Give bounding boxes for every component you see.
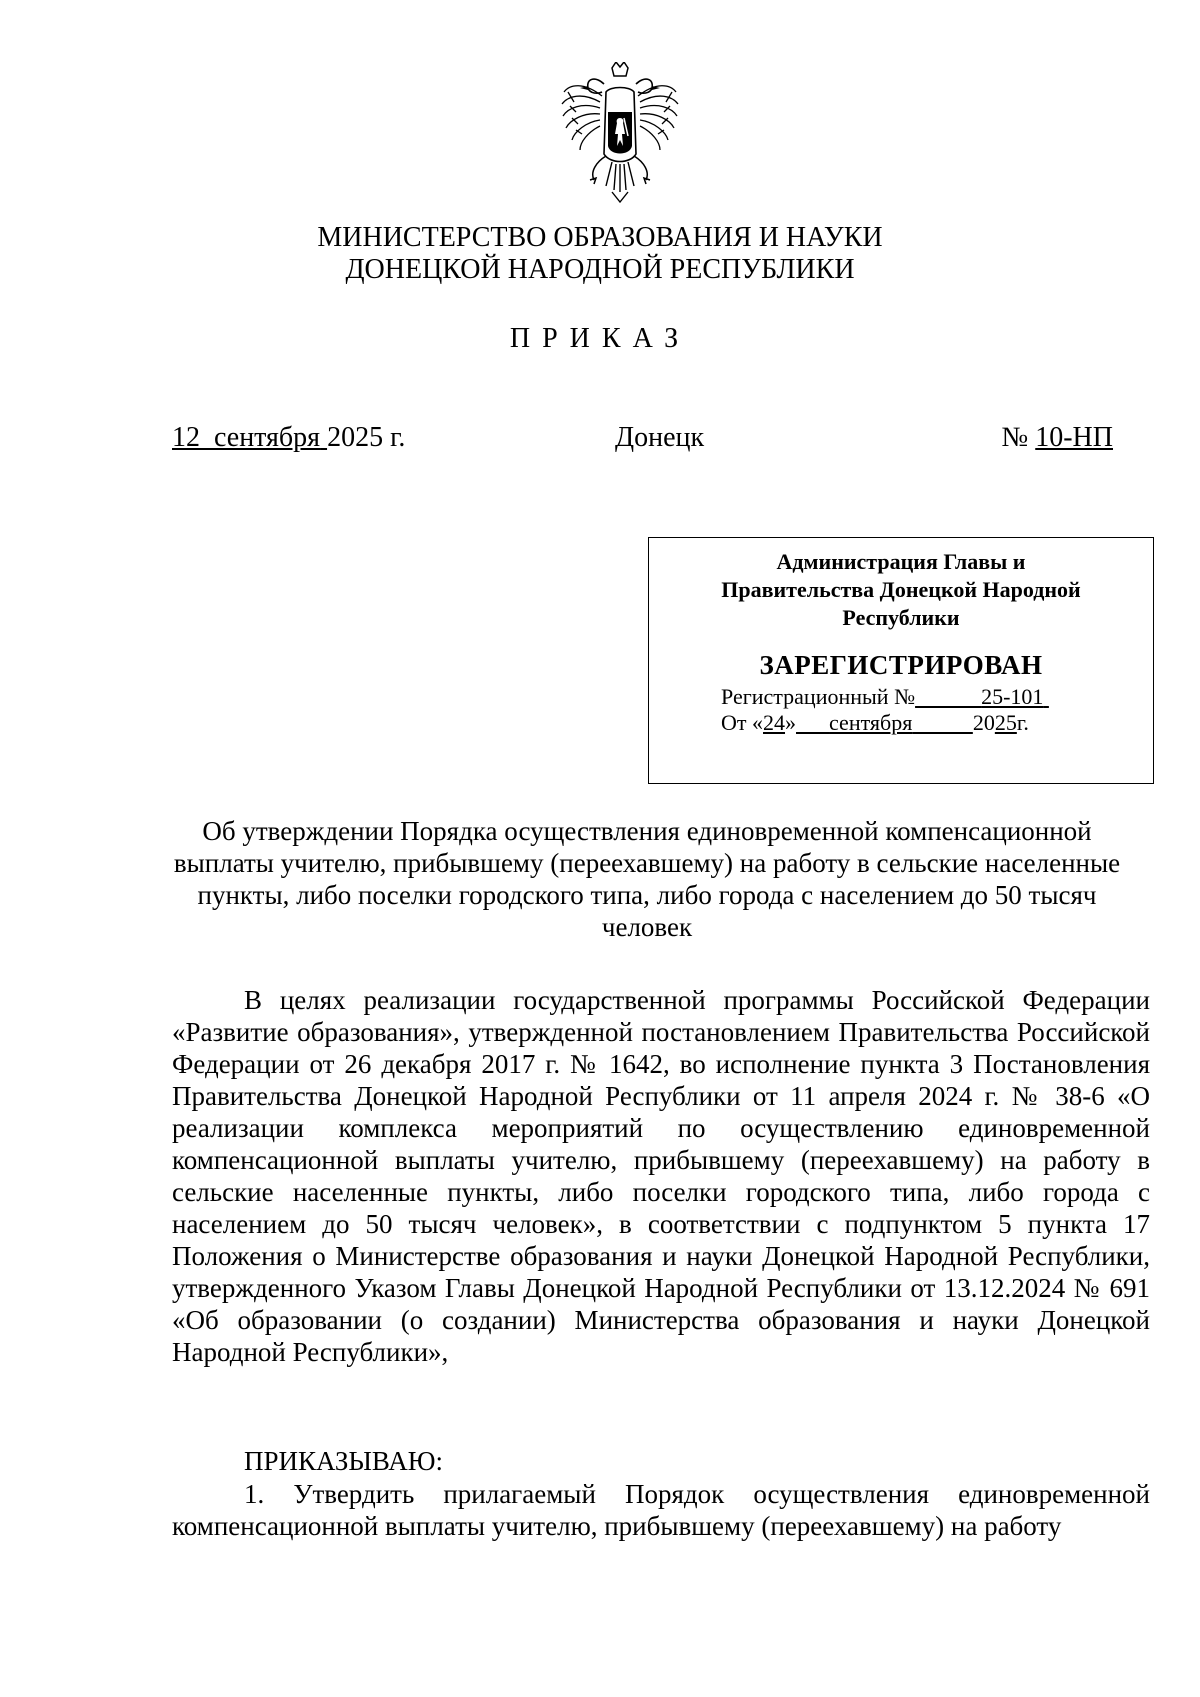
stamp-date-year-end: г.	[1016, 710, 1029, 735]
stamp-org-line-1: Администрация Главы и	[776, 549, 1026, 574]
document-title: Об утверждении Порядка осуществления единовременной компенсационной выплаты учителю, прибывшему (переехавшему) на работу в сельские населенные пункты, либо поселки городского типа, либо города с населением до 50 тысяч человек	[173, 816, 1121, 942]
stamp-date-prefix: От «	[721, 710, 764, 735]
registration-stamp	[648, 537, 1154, 784]
ministry-line-2: ДОНЕЦКОЙ НАРОДНОЙ РЕСПУБЛИКИ	[345, 254, 855, 285]
number-value: 10-НП	[1035, 422, 1113, 453]
date-gap-1	[200, 422, 214, 453]
stamp-org-line-2: Правительства Донецкой Народной	[721, 577, 1081, 602]
date-month: сентября	[214, 422, 321, 453]
document-city: Донецк	[615, 422, 705, 453]
stamp-date-year-suffix: 25	[994, 710, 1017, 735]
stamp-date-month: сентября	[829, 710, 913, 735]
document-number	[1002, 422, 1113, 454]
stamp-date-day: 24	[763, 710, 786, 735]
ministry-line-1: МИНИСТЕРСТВО ОБРАЗОВАНИЯ И НАУКИ	[317, 222, 883, 253]
stamp-organization	[649, 548, 1153, 632]
stamp-reg-number	[915, 684, 1049, 709]
orders-heading: ПРИКАЗЫВАЮ:	[244, 1446, 443, 1476]
document-date	[172, 422, 405, 454]
stamp-date-line	[721, 710, 1029, 736]
date-day: 12	[172, 422, 200, 453]
stamp-date-year-prefix: 20	[972, 710, 995, 735]
document-type: ПРИКАЗ	[509, 323, 691, 354]
stamp-reg-label: Регистрационный №	[721, 684, 916, 709]
date-gap-2	[320, 422, 327, 453]
preamble-paragraph: В целях реализации государственной программы Российской Федерации «Развитие образования», утвержденной постановлением Правительства Российской Федерации от 26 декабря 2017 г. № 1642, во исполнение пункта 3 Постановления Правительства Донецкой Народной Республики от 11 апреля 2024 г. № 38-6 «О реализации комплекса мероприятий по осуществлению единовременной компенсационной выплаты учителю, прибывшему (переехавшему) на работу в сельские населенные пункты, либо поселки городского типа, либо города с населением до 50 тысяч человек», в соответствии с подпунктом 5 пункта 17 Положения о Министерстве образования и науки Донецкой Народной Республики, утвержденного Указом Главы Донецкой Народной Республики от 13.12.2024 № 691 «Об образовании (о создании) Министерства образования и науки Донецкой Народной Республики»,	[172, 985, 1150, 1367]
number-prefix: №	[1001, 422, 1029, 453]
preamble	[172, 984, 1150, 1368]
coat-of-arms-emblem	[560, 62, 680, 210]
stamp-status: ЗАРЕГИСТРИРОВАН	[759, 650, 1043, 680]
order-item-1-text: 1. Утвердить прилагаемый Порядок осуществления единовременной компенсационной выплаты учителю, прибывшему (переехавшему) на работу	[172, 1479, 1150, 1541]
stamp-date-mid: »	[785, 710, 797, 735]
date-year: 2025 г.	[327, 422, 406, 453]
stamp-date-month-field	[796, 710, 973, 735]
stamp-org-line-3: Республики	[842, 605, 960, 630]
ministry-name	[0, 222, 1200, 286]
stamp-reg-number-line	[721, 684, 1049, 710]
order-item-1	[172, 1478, 1150, 1542]
stamp-reg-number-value: 25-101	[981, 684, 1044, 709]
double-headed-eagle-icon	[560, 62, 680, 210]
